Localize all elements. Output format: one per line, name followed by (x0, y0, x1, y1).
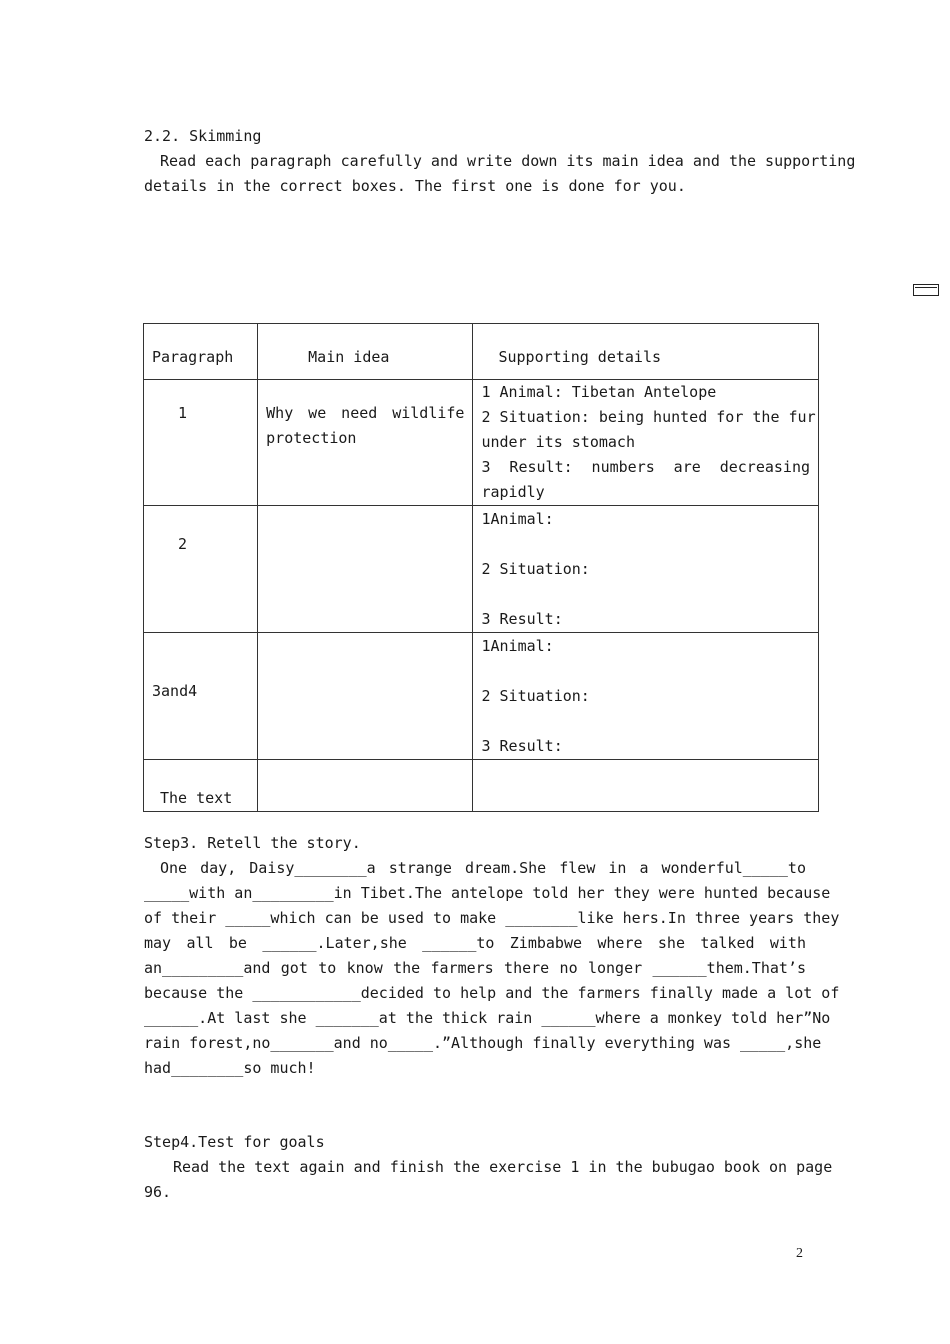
page-number: 2 (796, 1246, 803, 1261)
retell-line-7: ______.At last she _______at the thick rain ______where a monkey told her”No (144, 1009, 831, 1027)
supporting-details-cell[interactable]: 1Animal: 2 Situation: 3 Result: (473, 506, 819, 633)
header-cell-paragraph: Paragraph (144, 324, 258, 380)
supporting-details-cell[interactable] (473, 760, 819, 812)
header-cell-main-idea: Main idea (258, 324, 473, 380)
supporting-details-cell[interactable]: 1Animal: 2 Situation: 3 Result: (473, 633, 819, 760)
skimming-instruction-line-2: details in the correct boxes. The first one is done for you. (144, 177, 686, 195)
supporting-details-cell[interactable]: 1 Animal: Tibetan Antelope 2 Situation: being hunted for the fur under its stomach 3 Result: numbers are decreasing rapidly (473, 380, 819, 506)
table-row (144, 380, 819, 506)
main-idea-table (143, 323, 819, 812)
main-idea-cell[interactable]: Why we need wildlife protection (258, 380, 473, 506)
retell-line-5: an_________and got to know the farmers there no longer ______them.That’s (144, 959, 806, 977)
retell-line-3: of their _____which can be used to make ________like hers.In three years they (144, 909, 840, 927)
main-idea-cell[interactable] (258, 506, 473, 633)
main-idea-cell[interactable] (258, 760, 473, 812)
main-idea-cell[interactable] (258, 633, 473, 760)
header-cell-supporting-details: Supporting details (473, 324, 819, 380)
retell-line-1: One day, Daisy________a strange dream.She flew in a wonderful_____to (160, 859, 806, 877)
step4-instruction-line-1: Read the text again and finish the exercise 1 in the bubugao book on page (173, 1158, 833, 1176)
paragraph-cell: 2 (144, 506, 258, 633)
step4-heading: Step4.Test for goals (144, 1133, 325, 1151)
skimming-instruction-line-1: Read each paragraph carefully and write down its main idea and the supporting (160, 152, 856, 170)
margin-box-icon (913, 284, 939, 296)
retell-line-2: _____with an_________in Tibet.The antelope told her they were hunted because (144, 884, 831, 902)
retell-line-4: may all be ______.Later,she ______to Zimbabwe where she talked with (144, 934, 806, 952)
retell-line-9: had________so much! (144, 1059, 316, 1077)
paragraph-cell: 1 (144, 380, 258, 506)
paragraph-cell: 3and4 (144, 633, 258, 760)
table-row (144, 633, 819, 760)
table-row (144, 760, 819, 812)
retell-line-8: rain forest,no_______and no_____.”Although finally everything was _____,she (144, 1034, 822, 1052)
table-row (144, 506, 819, 633)
paragraph-cell: The text (144, 760, 258, 812)
step4-instruction-line-2: 96. (144, 1183, 172, 1201)
step3-heading: Step3. Retell the story. (144, 834, 361, 852)
table-header-row (144, 324, 819, 380)
section-heading-skimming: 2.2. Skimming (144, 127, 262, 145)
retell-line-6: because the ____________decided to help and the farmers finally made a lot of (144, 984, 840, 1002)
